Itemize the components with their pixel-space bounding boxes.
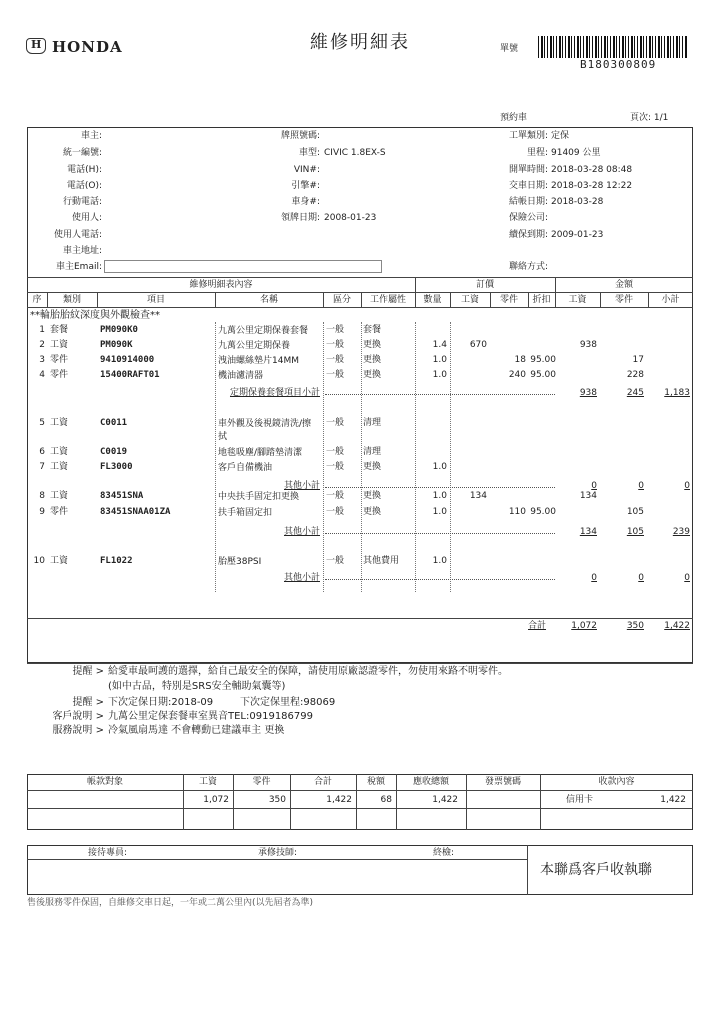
group-price-header: 訂價: [475, 280, 494, 290]
work-type-label: 工單類別:: [508, 131, 548, 141]
cell-name: 車外觀及後視鏡清洗/擦拭: [218, 419, 312, 442]
cell-qty: 1.4: [432, 340, 447, 350]
cell-a-parts: 228: [626, 370, 644, 380]
payment-parts: 350: [268, 795, 286, 805]
col-header: 序: [32, 295, 42, 305]
cell-labor: 134: [469, 491, 487, 501]
cell-cat: 一般: [326, 340, 345, 350]
subtotal-sub: 1,183: [664, 388, 690, 398]
subtotal-labor: 0: [591, 573, 597, 583]
cell-attr: 更換: [363, 355, 382, 365]
col-header: 工資: [460, 295, 479, 305]
cell-attr: 更換: [363, 507, 382, 517]
owner-label: 車主:: [80, 131, 102, 141]
cell-cat: 一般: [326, 491, 345, 501]
tax-id-label: 統一編號:: [62, 148, 102, 158]
cell-no: 2: [39, 340, 45, 350]
payment-due: 1,422: [432, 795, 458, 805]
cell-a-parts: 17: [632, 355, 644, 365]
service-note: 冷氣風扇馬達 不會轉動已建議車主 更換: [108, 725, 285, 736]
subtotal-labor: 0: [591, 481, 597, 491]
cell-qty: 1.0: [432, 370, 447, 380]
subtotal-label: 其他小計: [283, 527, 320, 537]
user-phone-label: 使用人電話:: [53, 230, 102, 240]
subtotal-sub: 239: [672, 527, 690, 537]
settle-label: 結帳日期:: [508, 197, 548, 207]
mileage-label: 里程:: [526, 148, 548, 158]
total-parts: 350: [626, 621, 644, 631]
cell-type: 工資: [50, 491, 69, 501]
next-mileage: 下次定保里程:98069: [240, 697, 336, 708]
col-header: 零件: [614, 295, 633, 305]
cell-name: 胎壓38PSI: [218, 557, 262, 567]
document-title: 維修明細表: [310, 32, 410, 53]
technician-label: 承修技師:: [258, 848, 298, 858]
cell-no: 10: [33, 556, 45, 566]
cell-code: FL1022: [100, 556, 133, 566]
delivery-label: 交車日期:: [508, 181, 548, 191]
cell-no: 1: [39, 325, 45, 335]
copy-label: 本聯爲客戶收執聯: [540, 862, 652, 878]
payment-header: 發票號碼: [484, 777, 521, 787]
order-no-label: 單號: [500, 44, 519, 54]
payment-amount: 1,422: [660, 795, 686, 805]
payment-header: 稅額: [366, 777, 385, 787]
cell-no: 7: [39, 462, 45, 472]
settle-value: 2018-03-28: [551, 197, 604, 207]
payment-method: 信用卡: [566, 795, 594, 805]
cell-qty: 1.0: [432, 462, 447, 472]
cell-type: 工資: [50, 556, 69, 566]
cell-cat: 一般: [326, 355, 345, 365]
cell-name: 九萬公里定期保養: [218, 341, 291, 351]
subtotal-label: 其他小計: [283, 573, 320, 583]
cell-attr: 清理: [363, 447, 382, 457]
cell-code: C0011: [100, 418, 128, 428]
warranty-footer: 售後服務零件保固，自維修交車日起，一年或二萬公里內(以先屆者為準): [27, 898, 314, 908]
col-header: 零件: [499, 295, 518, 305]
cell-type: 工資: [50, 447, 69, 457]
subtotal-labor: 938: [579, 388, 597, 398]
total-subtotal: 1,422: [664, 621, 690, 631]
cell-qty: 1.0: [432, 355, 447, 365]
cell-code: PM090K: [100, 340, 133, 350]
subtotal-parts: 245: [626, 388, 644, 398]
reminder-text-2: (如中古品，特別是SRS安全輔助氣囊等): [108, 681, 286, 692]
order-number: B180300809: [580, 58, 657, 71]
cell-qty: 1.0: [432, 491, 447, 501]
total-label: 合計: [528, 621, 547, 631]
renew-label: 續保到期:: [508, 230, 548, 240]
col-header: 工資: [568, 295, 587, 305]
cell-name: 客戶自備機油: [218, 463, 273, 473]
subtotal-parts: 0: [638, 573, 644, 583]
col-header: 項目: [146, 295, 165, 305]
col-header: 工作屬性: [369, 295, 406, 305]
vin-label: VIN#:: [293, 165, 320, 175]
cell-type: 零件: [50, 507, 69, 517]
cell-name: 地毯吸塵/腳踏墊清潔: [218, 448, 303, 458]
cell-attr: 套餐: [363, 325, 382, 335]
payment-header: 帳款對象: [86, 777, 123, 787]
payment-header: 工資: [198, 777, 217, 787]
cell-no: 9: [39, 507, 45, 517]
reception-label: 接待專員:: [88, 848, 128, 858]
group-amount-header: 金額: [614, 280, 633, 290]
reminder-text: 給愛車最呵護的選擇，給自己最安全的保障，請使用原廠認證零件，勿使用來路不明零件。: [108, 666, 508, 677]
settlement-label: 終檢:: [433, 848, 455, 858]
next-date: 下次定保日期:2018-09: [108, 697, 214, 708]
cell-type: 零件: [50, 355, 69, 365]
subtotal-label: 其他小計: [283, 481, 320, 491]
subtotal-parts: 105: [626, 527, 644, 537]
cell-code: 83451SNAA01ZA: [100, 507, 171, 517]
cell-name: 中央扶手固定扣更換: [218, 492, 300, 502]
col-header: 區分: [332, 295, 351, 305]
cell-cat: 一般: [326, 507, 345, 517]
col-header: 小計: [661, 295, 680, 305]
section-note: **輪胎胎紋深度與外觀檢查**: [30, 310, 160, 321]
payment-header: 收款內容: [598, 777, 635, 787]
contact-label: 聯絡方式:: [508, 262, 548, 272]
payment-labor: 1,072: [203, 795, 229, 805]
cell-disc: 95.00: [530, 507, 556, 517]
delivery-value: 2018-03-28 12:22: [551, 181, 633, 191]
cell-no: 3: [39, 355, 45, 365]
group-detail-header: 維修明細表內容: [189, 280, 253, 290]
cell-code: FL3000: [100, 462, 133, 472]
license-date-value: 2008-01-23: [324, 213, 377, 223]
cell-cat: 一般: [326, 370, 345, 380]
plate-label: 牌照號碼:: [280, 131, 320, 141]
cell-attr: 更換: [363, 491, 382, 501]
work-type-value: 定保: [551, 131, 570, 141]
total-labor: 1,072: [571, 621, 597, 631]
next-label: 提醒 >: [72, 697, 104, 708]
barcode: [538, 36, 688, 58]
subtotal-label: 定期保養套餐項目小計: [229, 388, 320, 398]
model-label: 車型:: [298, 148, 320, 158]
cell-name: 扶手箱固定扣: [218, 508, 273, 518]
cell-cat: 一般: [326, 556, 345, 566]
phone-o-label: 電話(O):: [66, 181, 102, 191]
payment-header: 零件: [252, 777, 271, 787]
cell-parts: 110: [508, 507, 526, 517]
page-indicator: 頁次: 1/1: [630, 113, 669, 123]
cell-a-parts: 105: [626, 507, 644, 517]
cell-code: PM090K0: [100, 325, 138, 335]
cell-type: 工資: [50, 462, 69, 472]
cell-code: 15400RAFT01: [100, 370, 160, 380]
col-header: 類別: [62, 295, 81, 305]
cell-name: 洩油螺絲墊片14MM: [218, 356, 299, 366]
cell-code: 83451SNA: [100, 491, 144, 501]
renew-value: 2009-01-23: [551, 230, 604, 240]
cell-qty: 1.0: [432, 507, 447, 517]
subtotal-sub: 0: [684, 573, 690, 583]
reminder-label: 提醒 >: [72, 666, 104, 677]
col-header: 數量: [423, 295, 442, 305]
cell-no: 5: [39, 418, 45, 428]
body-label: 車身#:: [291, 197, 320, 207]
customer-note-label: 客戶說明 >: [52, 711, 104, 722]
cell-no: 8: [39, 491, 45, 501]
cell-cat: 一般: [326, 418, 345, 428]
cell-code: 9410914000: [100, 355, 155, 365]
reservation-label: 預約車: [500, 113, 528, 123]
model-value: CIVIC 1.8EX-S: [324, 148, 386, 158]
phone-h-label: 電話(H):: [67, 165, 102, 175]
cell-code: C0019: [100, 447, 128, 457]
open-time-value: 2018-03-28 08:48: [551, 165, 633, 175]
cell-attr: 更換: [363, 340, 382, 350]
customer-note: 九萬公里定保套餐車室異音TEL:0919186799: [108, 711, 313, 722]
cell-no: 6: [39, 447, 45, 457]
user-label: 使用人:: [71, 213, 102, 223]
subtotal-sub: 0: [684, 481, 690, 491]
email-label: 車主Email:: [55, 262, 102, 272]
insurance-label: 保險公司:: [508, 213, 548, 223]
cell-attr: 清理: [363, 418, 382, 428]
cell-type: 套餐: [50, 325, 69, 335]
col-header: 名稱: [259, 295, 278, 305]
cell-type: 工資: [50, 340, 69, 350]
cell-a-labor: 938: [579, 340, 597, 350]
cell-parts: 18: [514, 355, 526, 365]
payment-header: 合計: [313, 777, 332, 787]
subtotal-labor: 134: [579, 527, 597, 537]
address-label: 車主地址:: [62, 246, 102, 256]
cell-name: 機油濾清器: [218, 371, 264, 381]
engine-label: 引擎#:: [291, 181, 320, 191]
subtotal-parts: 0: [638, 481, 644, 491]
open-time-label: 開單時間:: [508, 165, 548, 175]
cell-name: 九萬公里定期保養套餐: [218, 326, 309, 336]
cell-labor: 670: [469, 340, 487, 350]
cell-disc: 95.00: [530, 370, 556, 380]
cell-type: 工資: [50, 418, 69, 428]
cell-a-labor: 134: [579, 491, 597, 501]
payment-tax: 68: [380, 795, 392, 805]
cell-type: 零件: [50, 370, 69, 380]
mobile-label: 行動電話:: [62, 197, 102, 207]
cell-qty: 1.0: [432, 556, 447, 566]
cell-attr: 更換: [363, 462, 382, 472]
email-field: [104, 260, 382, 273]
cell-no: 4: [39, 370, 45, 380]
cell-disc: 95.00: [530, 355, 556, 365]
license-date-label: 領牌日期:: [280, 213, 320, 223]
cell-parts: 240: [508, 370, 526, 380]
cell-attr: 更換: [363, 370, 382, 380]
payment-total: 1,422: [326, 795, 352, 805]
cell-cat: 一般: [326, 447, 345, 457]
cell-cat: 一般: [326, 325, 345, 335]
service-note-label: 服務說明 >: [52, 725, 104, 736]
brand-name: HONDA: [52, 38, 123, 56]
mileage-value: 91409 公里: [551, 148, 601, 158]
cell-cat: 一般: [326, 462, 345, 472]
cell-attr: 其他費用: [363, 556, 400, 566]
col-header: 折扣: [532, 295, 551, 305]
honda-logo-icon: [26, 38, 46, 54]
payment-header: 應收總額: [412, 777, 449, 787]
